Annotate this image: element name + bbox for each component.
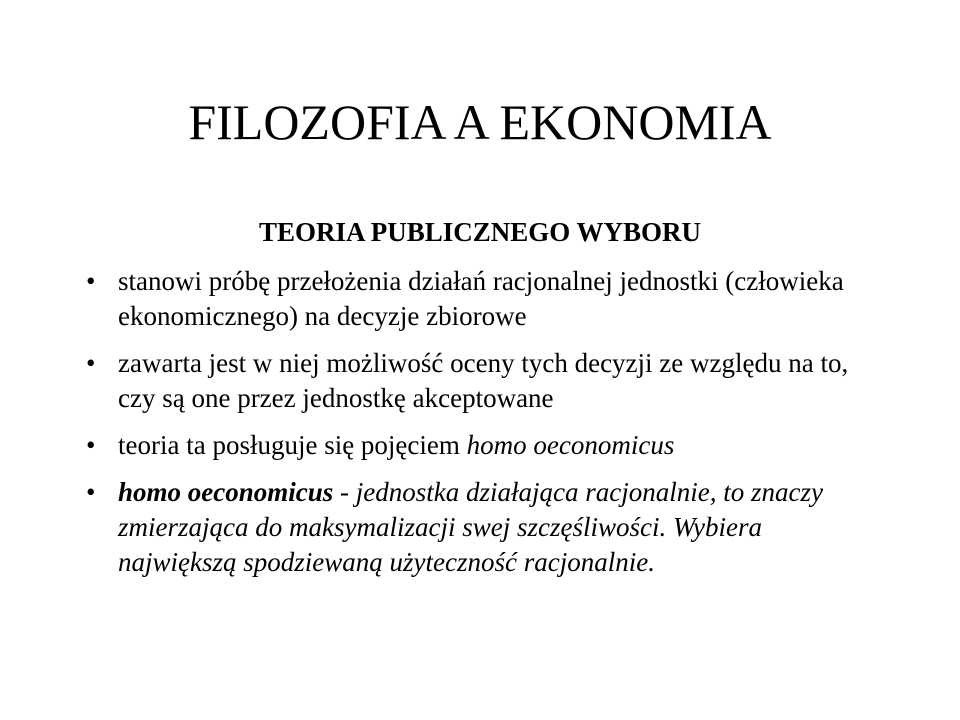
bullet-italic-term: homo oeconomicus [466,430,675,460]
bullet-item-4 [82,475,882,580]
slide-title: FILOZOFIA A EKONOMIA [188,94,772,150]
bullet-list [82,264,882,580]
bullet-icon: • [86,348,96,378]
bullet-item-2 [82,346,882,416]
bullet-icon: • [86,266,96,296]
bullet-item-3 [82,428,882,463]
bullet-text: teoria ta posługuje się pojęciem [118,430,467,460]
bullet-icon: • [86,477,96,507]
slide-subtitle: TEORIA PUBLICZNEGO WYBORU [258,217,702,247]
bullet-text: zawarta jest w niej możliwość oceny tych decyzji ze względu na to, czy są one przez jednostkę akceptowane [118,348,849,413]
bullet-separator: - [333,477,356,507]
bullet-item-1 [82,264,882,334]
bullet-definition: jednostka działająca racjonalnie, to znaczy zmierzająca do maksymalizacji swej szczęśliwości. Wybiera największą spodziewaną użyteczność racjonalnie. [118,477,823,577]
bullet-term: homo oeconomicus [118,477,334,507]
bullet-icon: • [86,430,96,460]
bullet-text: stanowi próbę przełożenia działań racjonalnej jednostki (człowieka ekonomicznego) na decyzje zbiorowe [118,266,844,331]
